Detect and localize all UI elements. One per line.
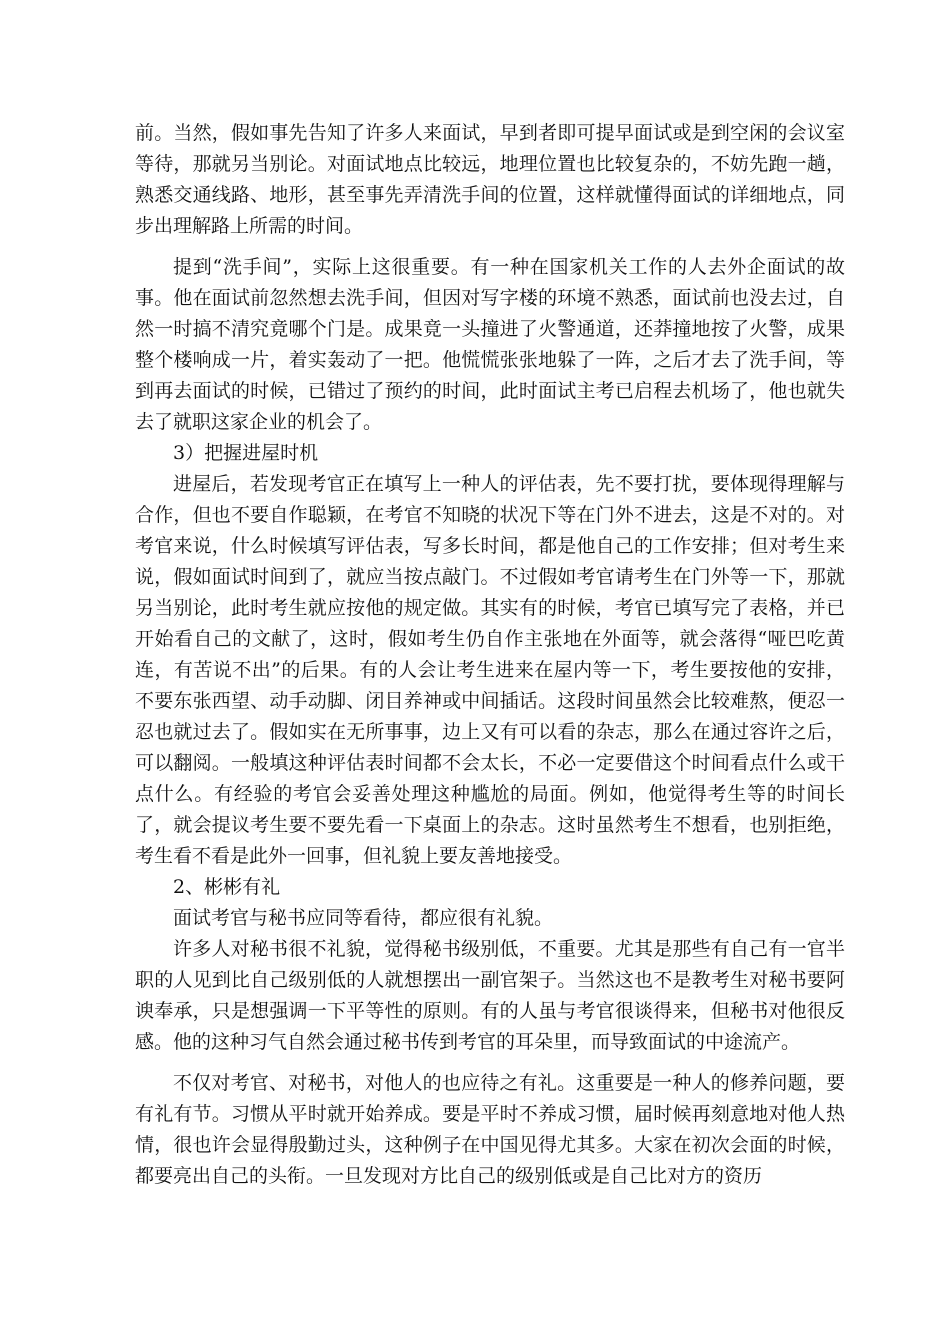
paragraph-general-courtesy: 不仅对考官、对秘书，对他人的也应待之有礼。这重要是一种人的修养问题，要有礼有节。习惯从平时就开始养成。要是平时不养成习惯，届时候再刻意地对他人热情，很也许会显得殷勤过头，这种例子在中国见得尤其多。大家在初次会面的时候，都要亮出自己的头衔。一旦发现对方比自己的级别低或是自己比对方的资历: [135, 1072, 845, 1187]
section-heading-entry-timing: 3）把握进屋时机: [173, 442, 319, 464]
paragraph-secretary-respect: 许多人对秘书很不礼貌，觉得秘书级别低，不重要。尤其是那些有自己有一官半职的人见到比自己级别低的人就想摆出一副官架子。当然这也不是教考生对秘书要阿谀奉承，只是想强调一下平等性的原则。有的人虽与考官很谈得来，但秘书对他很反感。他的这种习气自然会通过秘书传到考官的耳朵里，而导致面试的中途流产。: [135, 938, 845, 1053]
paragraph-entry-timing: 进屋后，若发现考官正在填写上一种人的评估表，先不要打扰，要体现得理解与合作，但也不要自作聪颖，在考官不知晓的状况下等在门外不进去，这是不对的。对考官来说，什么时候填写评估表，写多长时间，都是他自己的工作安排；但对考生来说，假如面试时间到了，就应当按点敲门。不过假如考官请考生在门外等一下，那就另当别论，此时考生就应按他的规定做。其实有的时候，考官已填写完了表格，并已开始看自己的文献了，这时，假如考生仍自作主张地在外面等，就会落得“哑巴吃黄连，有苦说不出”的后果。有的人会让考生进来在屋内等一下，考生要按他的安排，不要东张西望、动手动脚、闭目养神或中间插话。这段时间虽然会比较难熬，便忍一忍也就过去了。假如实在无所事事，边上又有可以看的杂志，那么在通过容许之后，可以翻阅。一般填这种评估表时间都不会太长，不必一定要借这个时间看点什么或干点什么。有经验的考官会妥善处理这种尴尬的局面。例如，他觉得考生等的时间长了，就会提议考生要不要先看一下桌面上的杂志。这时虽然考生不想看，也别拒绝，考生看不看是此外一回事，但礼貌上要友善地接受。: [135, 473, 845, 867]
paragraph-restroom-story: 提到“洗手间”，实际上这很重要。有一种在国家机关工作的人去外企面试的故事。他在面试前忽然想去洗手间，但因对写字楼的环境不熟悉，面试前也没去过，自然一时搞不清究竟哪个门是。成果竟一头撞进了火警通道，还莽撞地按了火警，成果整个楼响成一片，着实轰动了一把。他慌慌张张地躲了一阵，之后才去了洗手间，等到再去面试的时候，已错过了预约的时间，此时面试主考已启程去机场了，他也就失去了就职这家企业的机会了。: [135, 256, 845, 433]
paragraph-continued-arrival: 前。当然，假如事先告知了许多人来面试，早到者即可提早面试或是到空闲的会议室等待，那就另当别论。对面试地点比较远，地理位置也比较复杂的，不妨先跑一趟，熟悉交通线路、地形，甚至事先弄清洗手间的位置，这样就懂得面试的详细地点，同步出理解路上所需的时间。: [135, 122, 845, 237]
document-page: [135, 118, 845, 1192]
paragraph-equal-treatment: 面试考官与秘书应同等看待，都应很有礼貌。: [173, 907, 554, 929]
section-heading-courtesy: 2、彬彬有礼: [173, 876, 281, 898]
